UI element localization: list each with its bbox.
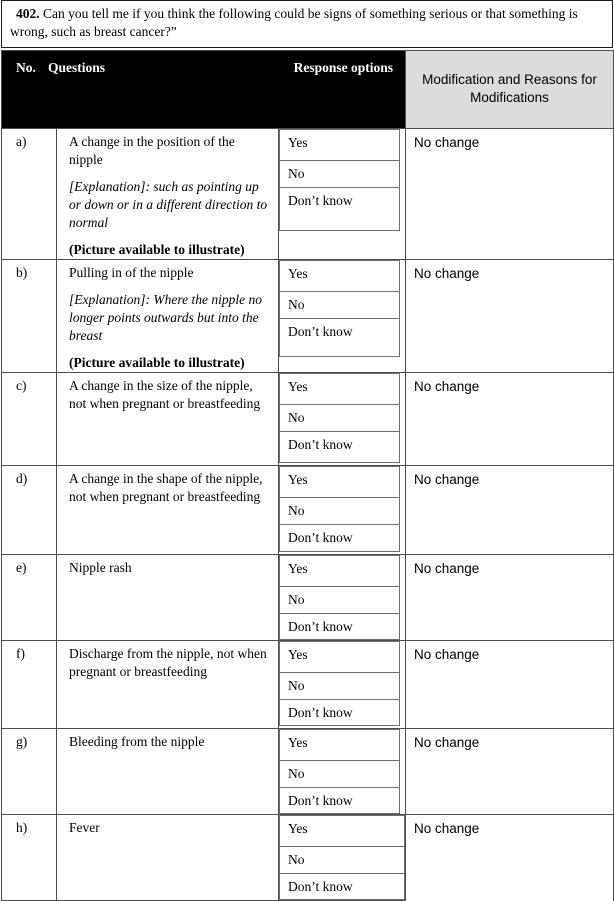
table-row — [2, 260, 614, 373]
question-text: A change in the position of the nipple — [69, 134, 235, 167]
question-text: Bleeding from the nipple — [69, 734, 205, 749]
response-options-cell — [279, 466, 406, 555]
row-letter: h) — [2, 815, 57, 901]
header-no: No. — [16, 60, 36, 75]
response-option-no: No — [280, 498, 400, 525]
response-option-yes: Yes — [280, 556, 400, 587]
question-text: Discharge from the nipple, not when pregnant or breastfeeding — [69, 646, 267, 679]
intro-block — [1, 0, 613, 48]
question-text: Fever — [69, 820, 100, 835]
questionnaire-table — [1, 50, 614, 901]
modification-cell: No change — [406, 641, 614, 729]
row-letter: f) — [2, 641, 57, 729]
explanation-text: [Explanation]: Where the nipple no longer points outwards but into the breast — [69, 292, 262, 343]
table-row — [2, 129, 614, 260]
question-cell — [57, 815, 279, 901]
question-text: A change in the size of the nipple, not when pregnant or breastfeeding — [69, 378, 261, 411]
row-letter: e) — [2, 555, 57, 641]
response-option-dont-know: Don’t know — [280, 525, 400, 552]
row-letter: g) — [2, 729, 57, 815]
response-option-dont-know: Don’t know — [280, 319, 400, 357]
question-text: Nipple rash — [69, 560, 132, 575]
question-cell — [57, 129, 279, 260]
picture-note: (Picture available to illustrate) — [69, 355, 245, 370]
question-cell — [57, 466, 279, 555]
table-header-dark — [2, 51, 406, 129]
modification-cell: No change — [406, 260, 614, 373]
header-response-options: Response options — [293, 60, 394, 75]
table-row — [2, 373, 614, 466]
modification-cell: No change — [406, 373, 614, 466]
modification-cell: No change — [406, 555, 614, 641]
response-options-table — [279, 373, 400, 463]
header-questions: Questions — [48, 60, 106, 75]
response-option-yes: Yes — [280, 261, 400, 292]
header-modification: Modification and Reasons for Modifications — [406, 51, 614, 129]
intro-question-text: Can you tell me if you think the following could be signs of something serious or that something is wrong, such as breast cancer?” — [10, 6, 578, 39]
modification-cell: No change — [406, 466, 614, 555]
response-options-cell — [279, 260, 406, 373]
response-option-yes: Yes — [280, 642, 400, 673]
question-cell — [57, 260, 279, 373]
response-options-table — [279, 129, 400, 231]
table-row — [2, 641, 614, 729]
question-text: Pulling in of the nipple — [69, 265, 194, 280]
response-options-cell — [279, 641, 406, 729]
response-options-cell — [279, 129, 406, 260]
response-option-no: No — [280, 292, 400, 319]
response-option-no: No — [280, 761, 400, 788]
row-letter: b) — [2, 260, 57, 373]
response-options-cell — [279, 373, 406, 466]
response-options-table — [279, 729, 400, 814]
response-option-no: No — [280, 405, 400, 432]
table-row — [2, 555, 614, 641]
explanation-text: [Explanation]: such as pointing up or down or in a different direction to normal — [69, 179, 268, 230]
response-option-dont-know: Don’t know — [280, 874, 405, 900]
table-row — [2, 466, 614, 555]
table-row — [2, 815, 614, 901]
intro-question — [10, 5, 604, 41]
response-option-no: No — [280, 673, 400, 700]
picture-note: (Picture available to illustrate) — [69, 242, 245, 257]
response-option-dont-know: Don’t know — [280, 788, 400, 814]
response-option-yes: Yes — [280, 467, 400, 498]
response-options-table — [279, 641, 400, 726]
response-option-no: No — [280, 847, 405, 874]
row-letter: d) — [2, 466, 57, 555]
response-option-yes: Yes — [280, 130, 400, 161]
modification-cell: No change — [406, 129, 614, 260]
question-cell — [57, 555, 279, 641]
response-option-dont-know: Don’t know — [280, 614, 400, 640]
question-number: 402. — [16, 6, 40, 21]
modification-cell: No change — [406, 729, 614, 815]
response-options-table — [279, 260, 400, 357]
question-text: A change in the shape of the nipple, not when pregnant or breastfeeding — [69, 471, 263, 504]
table-header-row — [2, 51, 614, 129]
response-options-table — [279, 555, 400, 640]
row-letter: a) — [2, 129, 57, 260]
question-cell — [57, 729, 279, 815]
response-option-yes: Yes — [280, 730, 400, 761]
response-option-no: No — [280, 587, 400, 614]
response-option-yes: Yes — [280, 374, 400, 405]
response-option-dont-know: Don’t know — [280, 188, 400, 231]
response-option-dont-know: Don’t know — [280, 432, 400, 463]
response-options-cell — [279, 729, 406, 815]
table-row — [2, 729, 614, 815]
response-option-no: No — [280, 161, 400, 188]
response-options-cell — [279, 815, 406, 901]
question-cell — [57, 641, 279, 729]
response-options-table — [279, 815, 405, 900]
row-letter: c) — [2, 373, 57, 466]
response-options-cell — [279, 555, 406, 641]
modification-cell: No change — [406, 815, 614, 901]
response-option-dont-know: Don’t know — [280, 700, 400, 726]
response-option-yes: Yes — [280, 816, 405, 847]
response-options-table — [279, 466, 400, 552]
question-cell — [57, 373, 279, 466]
